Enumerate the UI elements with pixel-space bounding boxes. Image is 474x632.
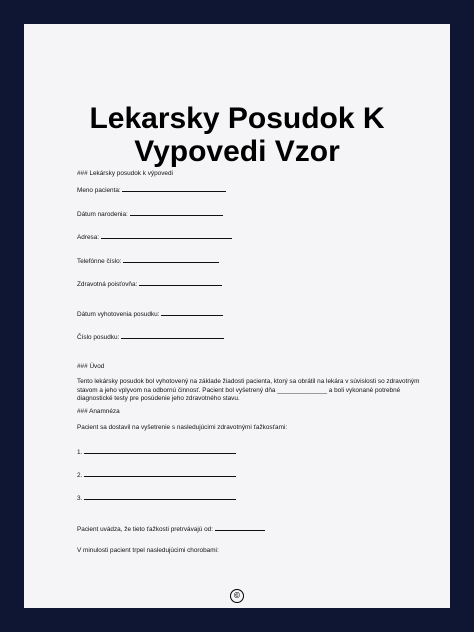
field-label: Dátum vyhotovenia posudku: (77, 311, 160, 318)
field-insurance (77, 279, 222, 289)
blank-line (84, 447, 236, 454)
blank-line (215, 524, 265, 531)
copyright-icon: © (230, 589, 244, 603)
anamnesis-header: ### Anamnéza (77, 408, 120, 415)
field-label: Číslo posudku: (77, 334, 120, 341)
page-title (24, 102, 450, 168)
field-patient-name (77, 185, 226, 195)
anamnesis-intro: Pacient sa dostavil na vyšetrenie s nasledujúcimi zdravotnými ťažkosťami: (77, 424, 288, 431)
list-item (77, 493, 236, 503)
blank-line (123, 256, 219, 263)
blank-line (84, 493, 236, 500)
field-label: Adresa: (77, 234, 100, 241)
field-report-number (77, 332, 224, 342)
section-header: ### Lekársky posudok k výpovedi (77, 170, 173, 177)
item-number: 3. (77, 495, 83, 502)
title-line-1: Lekarsky Posudok K (89, 102, 385, 135)
blank-line (101, 232, 232, 239)
blank-line (139, 279, 222, 286)
item-number: 2. (77, 472, 83, 479)
field-label: Telefónne číslo: (77, 258, 122, 265)
since-field (77, 524, 265, 534)
field-phone (77, 256, 219, 266)
field-label: Dátum narodenia: (77, 211, 128, 218)
item-number: 1. (77, 449, 83, 456)
title-line-2: Vypovedi Vzor (134, 135, 340, 168)
list-item (77, 447, 236, 457)
blank-line (161, 309, 223, 316)
blank-line (84, 470, 236, 477)
blank-line (121, 332, 224, 339)
intro-header: ### Úvod (77, 363, 105, 370)
field-label: Meno pacienta: (77, 187, 121, 194)
history-text: V minulosti pacient trpel nasledujúcimi chorobami: (77, 547, 219, 554)
blank-line (130, 209, 223, 216)
field-label: Zdravotná poisťovňa: (77, 281, 138, 288)
field-report-date (77, 309, 223, 319)
list-item (77, 470, 236, 480)
field-address (77, 232, 232, 242)
field-birth-date (77, 209, 223, 219)
field-label: Pacient uvádza, že tieto ťažkosti pretrvávajú od: (77, 526, 213, 533)
blank-line (122, 185, 226, 192)
document-page (24, 24, 450, 608)
intro-paragraph: Tento lekársky posudok bol vyhotovený na základe žiadosti pacienta, ktorý sa obrátil na lekára v súvislosti so zdravotným stavom a jeho vplyvom na odbornú činnosť. Pacient bol vyšetrený dňa ______________ a boli vykonané potrebné diagnostické testy pre posúdenie jeho zdravotného stavu. (77, 378, 420, 403)
